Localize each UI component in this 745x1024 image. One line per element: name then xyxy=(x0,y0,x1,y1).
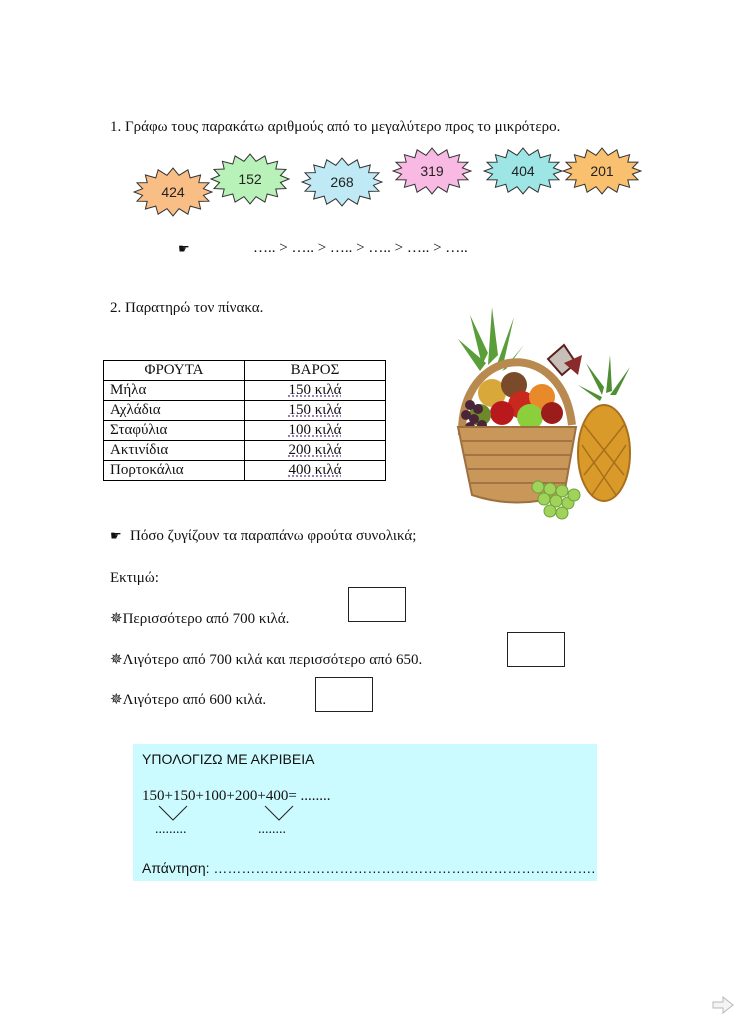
answer-line[interactable]: Απάντηση: ………………………………………………………………………. xyxy=(142,860,596,876)
star-bullet-icon: ✵ xyxy=(110,652,123,668)
number-starburst xyxy=(133,167,213,217)
estimate-option-2 xyxy=(110,650,422,669)
fruit-weight: 150 κιλά xyxy=(245,381,386,401)
table-row xyxy=(104,421,386,441)
number-value: 404 xyxy=(511,163,535,179)
pointing-hand-icon: ☛ xyxy=(178,241,190,256)
option-text: Περισσότερο από 700 κιλά. xyxy=(122,611,290,627)
table-row xyxy=(104,401,386,421)
table-header: ΦΡΟΥΤΑ xyxy=(104,361,245,381)
fruit-name: Μήλα xyxy=(104,381,245,401)
table-row xyxy=(104,441,386,461)
star-bullet-icon: ✵ xyxy=(110,692,123,708)
next-arrow-icon[interactable] xyxy=(712,996,734,1014)
fruit-weight: 100 κιλά xyxy=(245,421,386,441)
partial-sum-right[interactable]: ........ xyxy=(258,822,286,837)
star-bullet-icon: ✵ xyxy=(110,611,123,627)
fruit-weight: 200 κιλά xyxy=(245,441,386,461)
number-value: 319 xyxy=(420,163,444,179)
question-1-title: 1. Γράφω τους παρακάτω αριθμούς από το μεγαλύτερο προς το μικρότερο. xyxy=(110,119,561,135)
fruit-name: Σταφύλια xyxy=(104,421,245,441)
answer-checkbox-1[interactable] xyxy=(348,587,406,622)
number-starburst xyxy=(483,147,563,195)
table-row xyxy=(104,381,386,401)
fruit-weight: 150 κιλά xyxy=(245,401,386,421)
fruit-weight: 400 κιλά xyxy=(245,461,386,481)
partial-sum-left[interactable]: ......... xyxy=(155,822,187,837)
fruit-name: Αχλάδια xyxy=(104,401,245,421)
ordering-answer-line: ….. > ….. > ….. > ….. > ….. > ….. xyxy=(253,240,468,256)
calc-expression: 150+150+100+200+400= ........ xyxy=(142,788,331,804)
total-question: Πόσο ζυγίζουν τα παραπάνω φρούτα συνολικά; xyxy=(130,528,417,544)
pointing-hand-icon: ☛ xyxy=(110,528,122,543)
number-value: 201 xyxy=(590,163,614,179)
number-starburst xyxy=(392,147,472,195)
fruit-weight-table xyxy=(103,360,386,481)
calc-title: ΥΠΟΛΟΓΙΖΩ ΜΕ ΑΚΡΙΒΕΙΑ xyxy=(142,751,315,767)
estimate-option-3 xyxy=(110,690,266,709)
number-value: 268 xyxy=(330,174,354,190)
option-text: Λιγότερο από 600 κιλά. xyxy=(122,692,267,708)
number-starburst xyxy=(210,153,290,205)
question-2-title: 2. Παρατηρώ τον πίνακα. xyxy=(110,300,264,316)
option-text: Λιγότερο από 700 κιλά και περισσότερο από 650. xyxy=(122,652,423,668)
number-value: 152 xyxy=(238,171,262,187)
answer-checkbox-3[interactable] xyxy=(315,677,373,712)
fruit-basket-image xyxy=(452,305,632,520)
number-starburst xyxy=(301,157,383,207)
exact-calculation-box xyxy=(133,744,597,881)
estimate-label: Εκτιμώ: xyxy=(110,570,159,586)
fruit-name: Πορτοκάλια xyxy=(104,461,245,481)
table-row xyxy=(104,461,386,481)
answer-checkbox-2[interactable] xyxy=(507,632,565,667)
grouping-marks-icon xyxy=(157,804,297,824)
estimate-option-1 xyxy=(110,609,289,628)
number-starburst xyxy=(562,147,642,195)
fruit-name: Ακτινίδια xyxy=(104,441,245,461)
table-header: ΒΑΡΟΣ xyxy=(245,361,386,381)
number-value: 424 xyxy=(161,184,185,200)
